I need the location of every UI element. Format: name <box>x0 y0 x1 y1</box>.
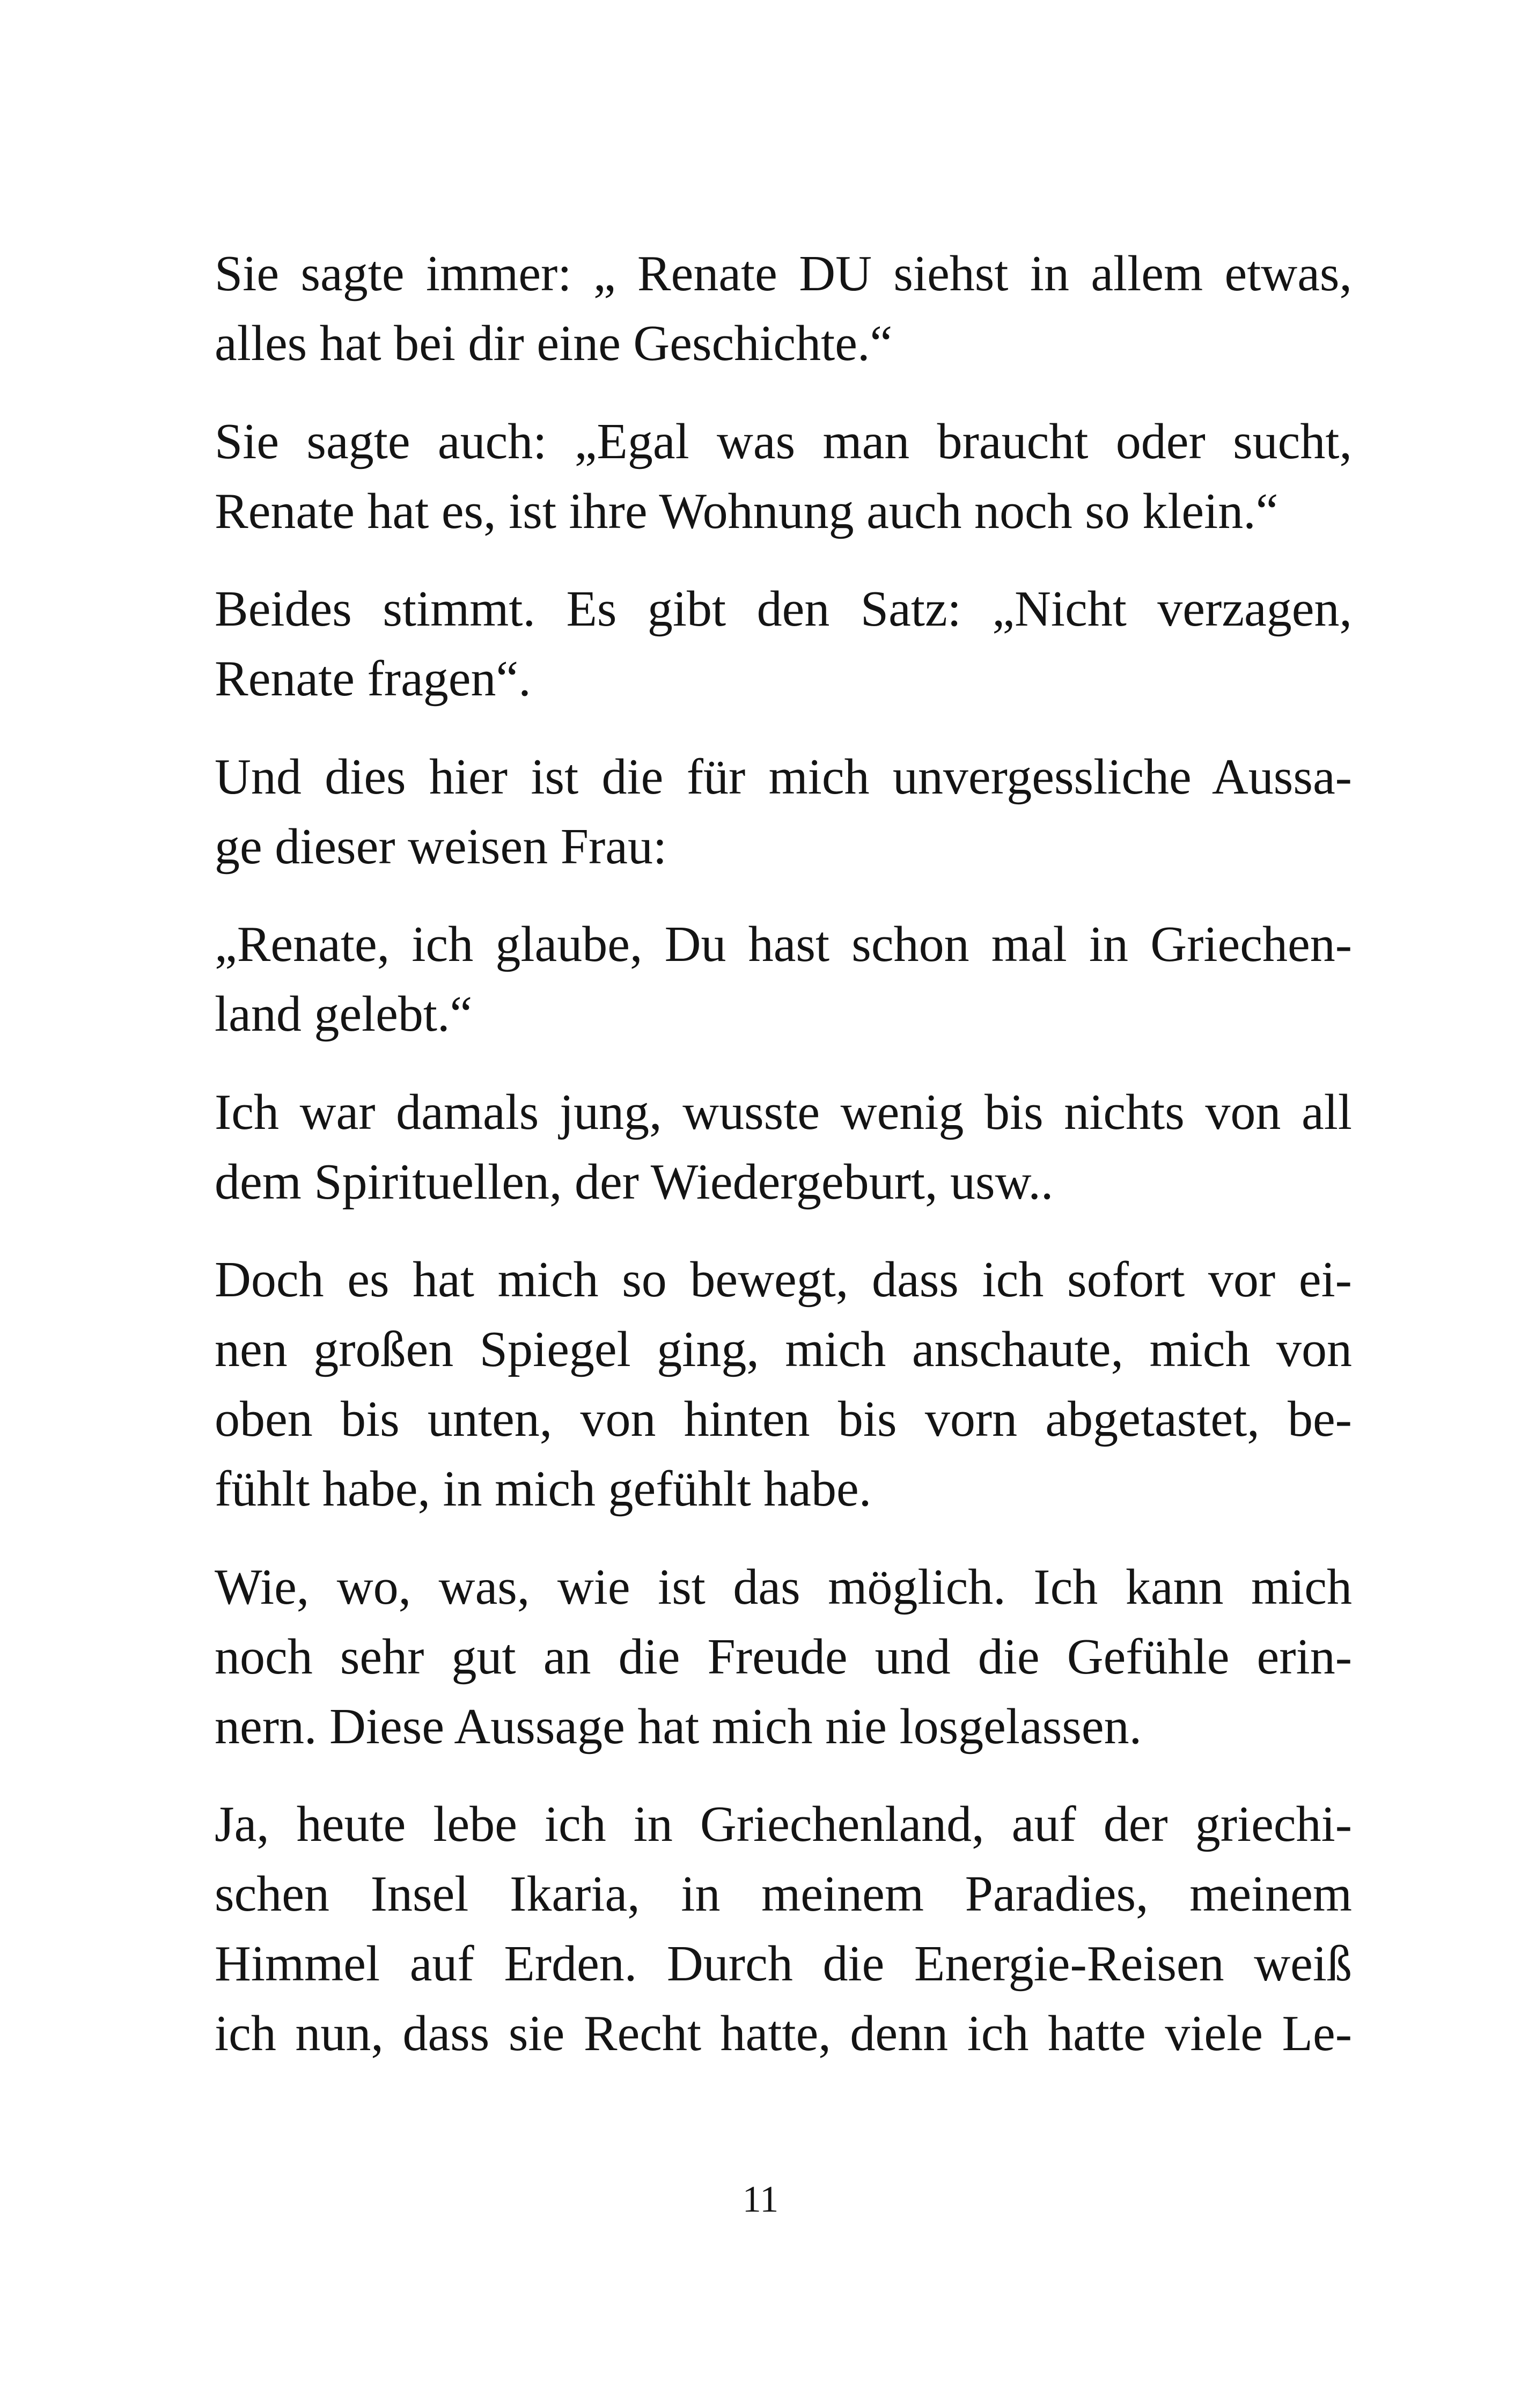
text-line: „Renate, ich glaube, Du hast schon mal in Griechen- <box>215 916 1352 972</box>
text-line: Wie, wo, was, wie ist das möglich. Ich kann mich <box>215 1559 1352 1615</box>
text-line: nern. Diese Aussage hat mich nie losgelassen. <box>215 1699 1142 1754</box>
text-line: noch sehr gut an die Freude und die Gefühle erin- <box>215 1629 1352 1685</box>
text-line: alles hat bei dir eine Geschichte.“ <box>215 315 893 371</box>
text-line: Himmel auf Erden. Durch die Energie-Reisen weiß <box>215 1936 1352 1992</box>
text-line: Renate hat es, ist ihre Wohnung auch noch so klein.“ <box>215 483 1278 539</box>
text-line: Ich war damals jung, wusste wenig bis nichts von all <box>215 1084 1352 1140</box>
text-line: ich nun, dass sie Recht hatte, denn ich hatte viele Le- <box>215 2006 1352 2061</box>
page-number: 11 <box>742 2179 779 2220</box>
text-line: Und dies hier ist die für mich unvergessliche Aussa- <box>215 749 1352 805</box>
text-line: Doch es hat mich so bewegt, dass ich sofort vor ei- <box>215 1252 1352 1308</box>
text-line: Sie sagte immer: „ Renate DU siehst in allem etwas, <box>215 246 1352 302</box>
text-line: nen großen Spiegel ging, mich anschaute, mich von <box>215 1322 1352 1377</box>
text-line: Sie sagte auch: „Egal was man braucht oder sucht, <box>215 414 1352 469</box>
text-line: dem Spirituellen, der Wiedergeburt, usw.. <box>215 1154 1054 1210</box>
text-line: fühlt habe, in mich gefühlt habe. <box>215 1461 872 1517</box>
text-line: ge dieser weisen Frau: <box>215 819 667 875</box>
text-line: oben bis unten, von hinten bis vorn abgetastet, be- <box>215 1391 1352 1447</box>
text-line: Beides stimmt. Es gibt den Satz: „Nicht verzagen, <box>215 581 1352 637</box>
text-line: land gelebt.“ <box>215 986 473 1042</box>
text-line: Ja, heute lebe ich in Griechenland, auf der griechi- <box>215 1796 1352 1852</box>
text-line: Renate fragen“. <box>215 651 531 707</box>
text-line: schen Insel Ikaria, in meinem Paradies, meinem <box>215 1866 1352 1922</box>
